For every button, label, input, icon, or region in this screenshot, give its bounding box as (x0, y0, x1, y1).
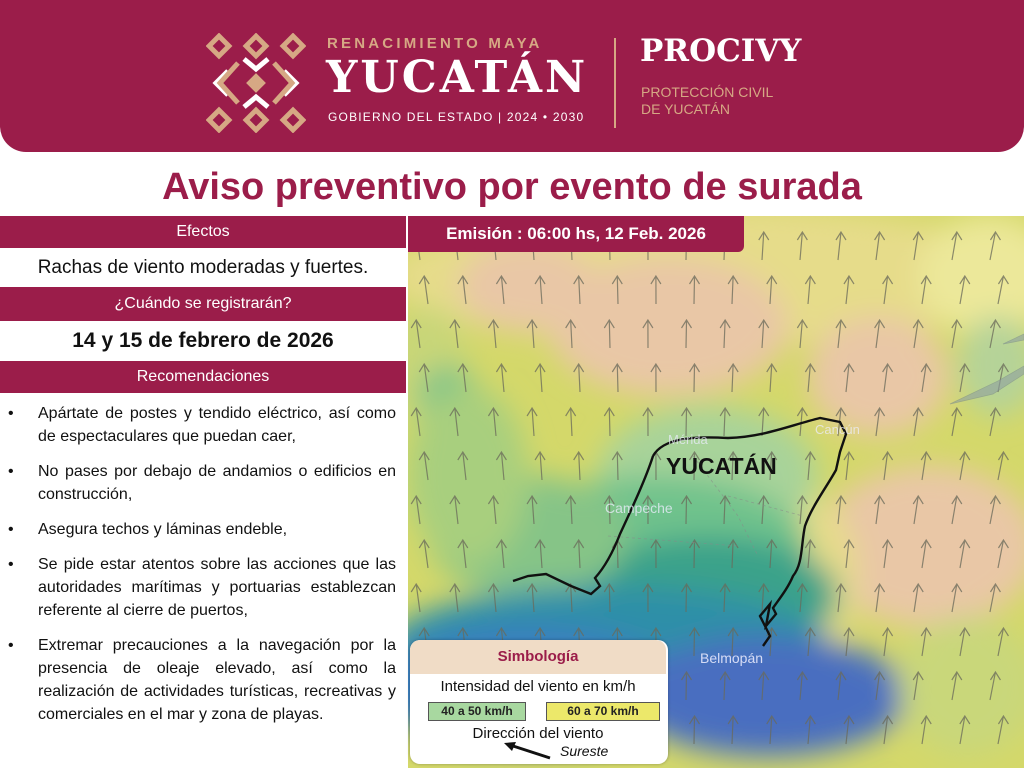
place-campeche: Campeche (605, 500, 673, 516)
when-text: 14 y 15 de febrero de 2026 (72, 329, 334, 352)
legend-box (410, 640, 668, 764)
region-label: YUCATÁN (666, 453, 777, 479)
legend-heading: Simbología (410, 640, 666, 674)
effects-text: Rachas de viento moderadas y fuertes. (37, 257, 369, 278)
list-item (0, 634, 406, 726)
place-merida: Mérida (668, 432, 708, 447)
legend-range-2: 60 a 70 km/h (546, 702, 660, 721)
header-divider (614, 38, 616, 128)
bullet-icon: • (8, 556, 14, 573)
when-heading: ¿Cuándo se registrarán? (0, 287, 406, 321)
bullet-icon: • (8, 463, 14, 480)
recommendation-text: No pases por debajo de andamios o edificios en construcción, (38, 463, 396, 503)
list-item (0, 553, 406, 622)
header-banner (0, 0, 1024, 152)
recommendation-text: Apártate de postes y tendido eléctrico, así como de espectaculares que puedan caer, (38, 405, 396, 445)
agency-subtitle-line-1: PROTECCIÓN CIVIL (641, 84, 774, 100)
legend-range-1: 40 a 50 km/h (428, 702, 526, 721)
brand-name: YUCATÁN (326, 52, 589, 103)
list-item (0, 402, 406, 448)
emission-badge: Emisión : 06:00 hs, 12 Feb. 2026 (408, 216, 744, 252)
bullet-icon: • (8, 405, 14, 422)
maya-logo-icon (206, 33, 306, 133)
brand-tagline: RENACIMIENTO MAYA (327, 35, 543, 52)
legend-direction-value: Sureste (560, 743, 609, 759)
recommendation-text: Asegura techos y láminas endeble, (38, 521, 288, 538)
place-belmopan: Belmopán (700, 650, 764, 666)
info-panel (0, 216, 406, 768)
recommendation-text: Extremar precauciones a la navegación por la presencia de oleaje elevado, así como la realización de actividades turísticas, recreativas y comerciales en el mar y zona de playas. (38, 637, 396, 723)
legend-direction-label: Dirección del viento (472, 725, 604, 742)
recommendation-text: Se pide estar atentos sobre las acciones que las autoridades marítimas y portuarias establezcan referente al cierre de puertos, (38, 556, 396, 619)
agency-subtitle-line-2: DE YUCATÁN (641, 101, 730, 117)
legend-intensity-label: Intensidad del viento en km/h (440, 678, 636, 695)
agency-name: PROCIVY (640, 33, 802, 69)
bullet-icon: • (8, 637, 14, 654)
bullet-icon: • (8, 521, 14, 538)
direction-arrow-icon (502, 741, 554, 761)
effects-heading: Efectos (0, 216, 406, 248)
brand-subtitle: GOBIERNO DEL ESTADO | 2024 • 2030 (328, 110, 585, 124)
agency-subtitle (641, 84, 773, 118)
page-title: Aviso preventivo por evento de surada (162, 166, 862, 208)
list-item (0, 460, 406, 506)
recommendations-list (0, 402, 406, 738)
recommendations-heading: Recomendaciones (0, 361, 406, 393)
list-item (0, 518, 406, 541)
place-cancun: Cancún (815, 422, 860, 437)
